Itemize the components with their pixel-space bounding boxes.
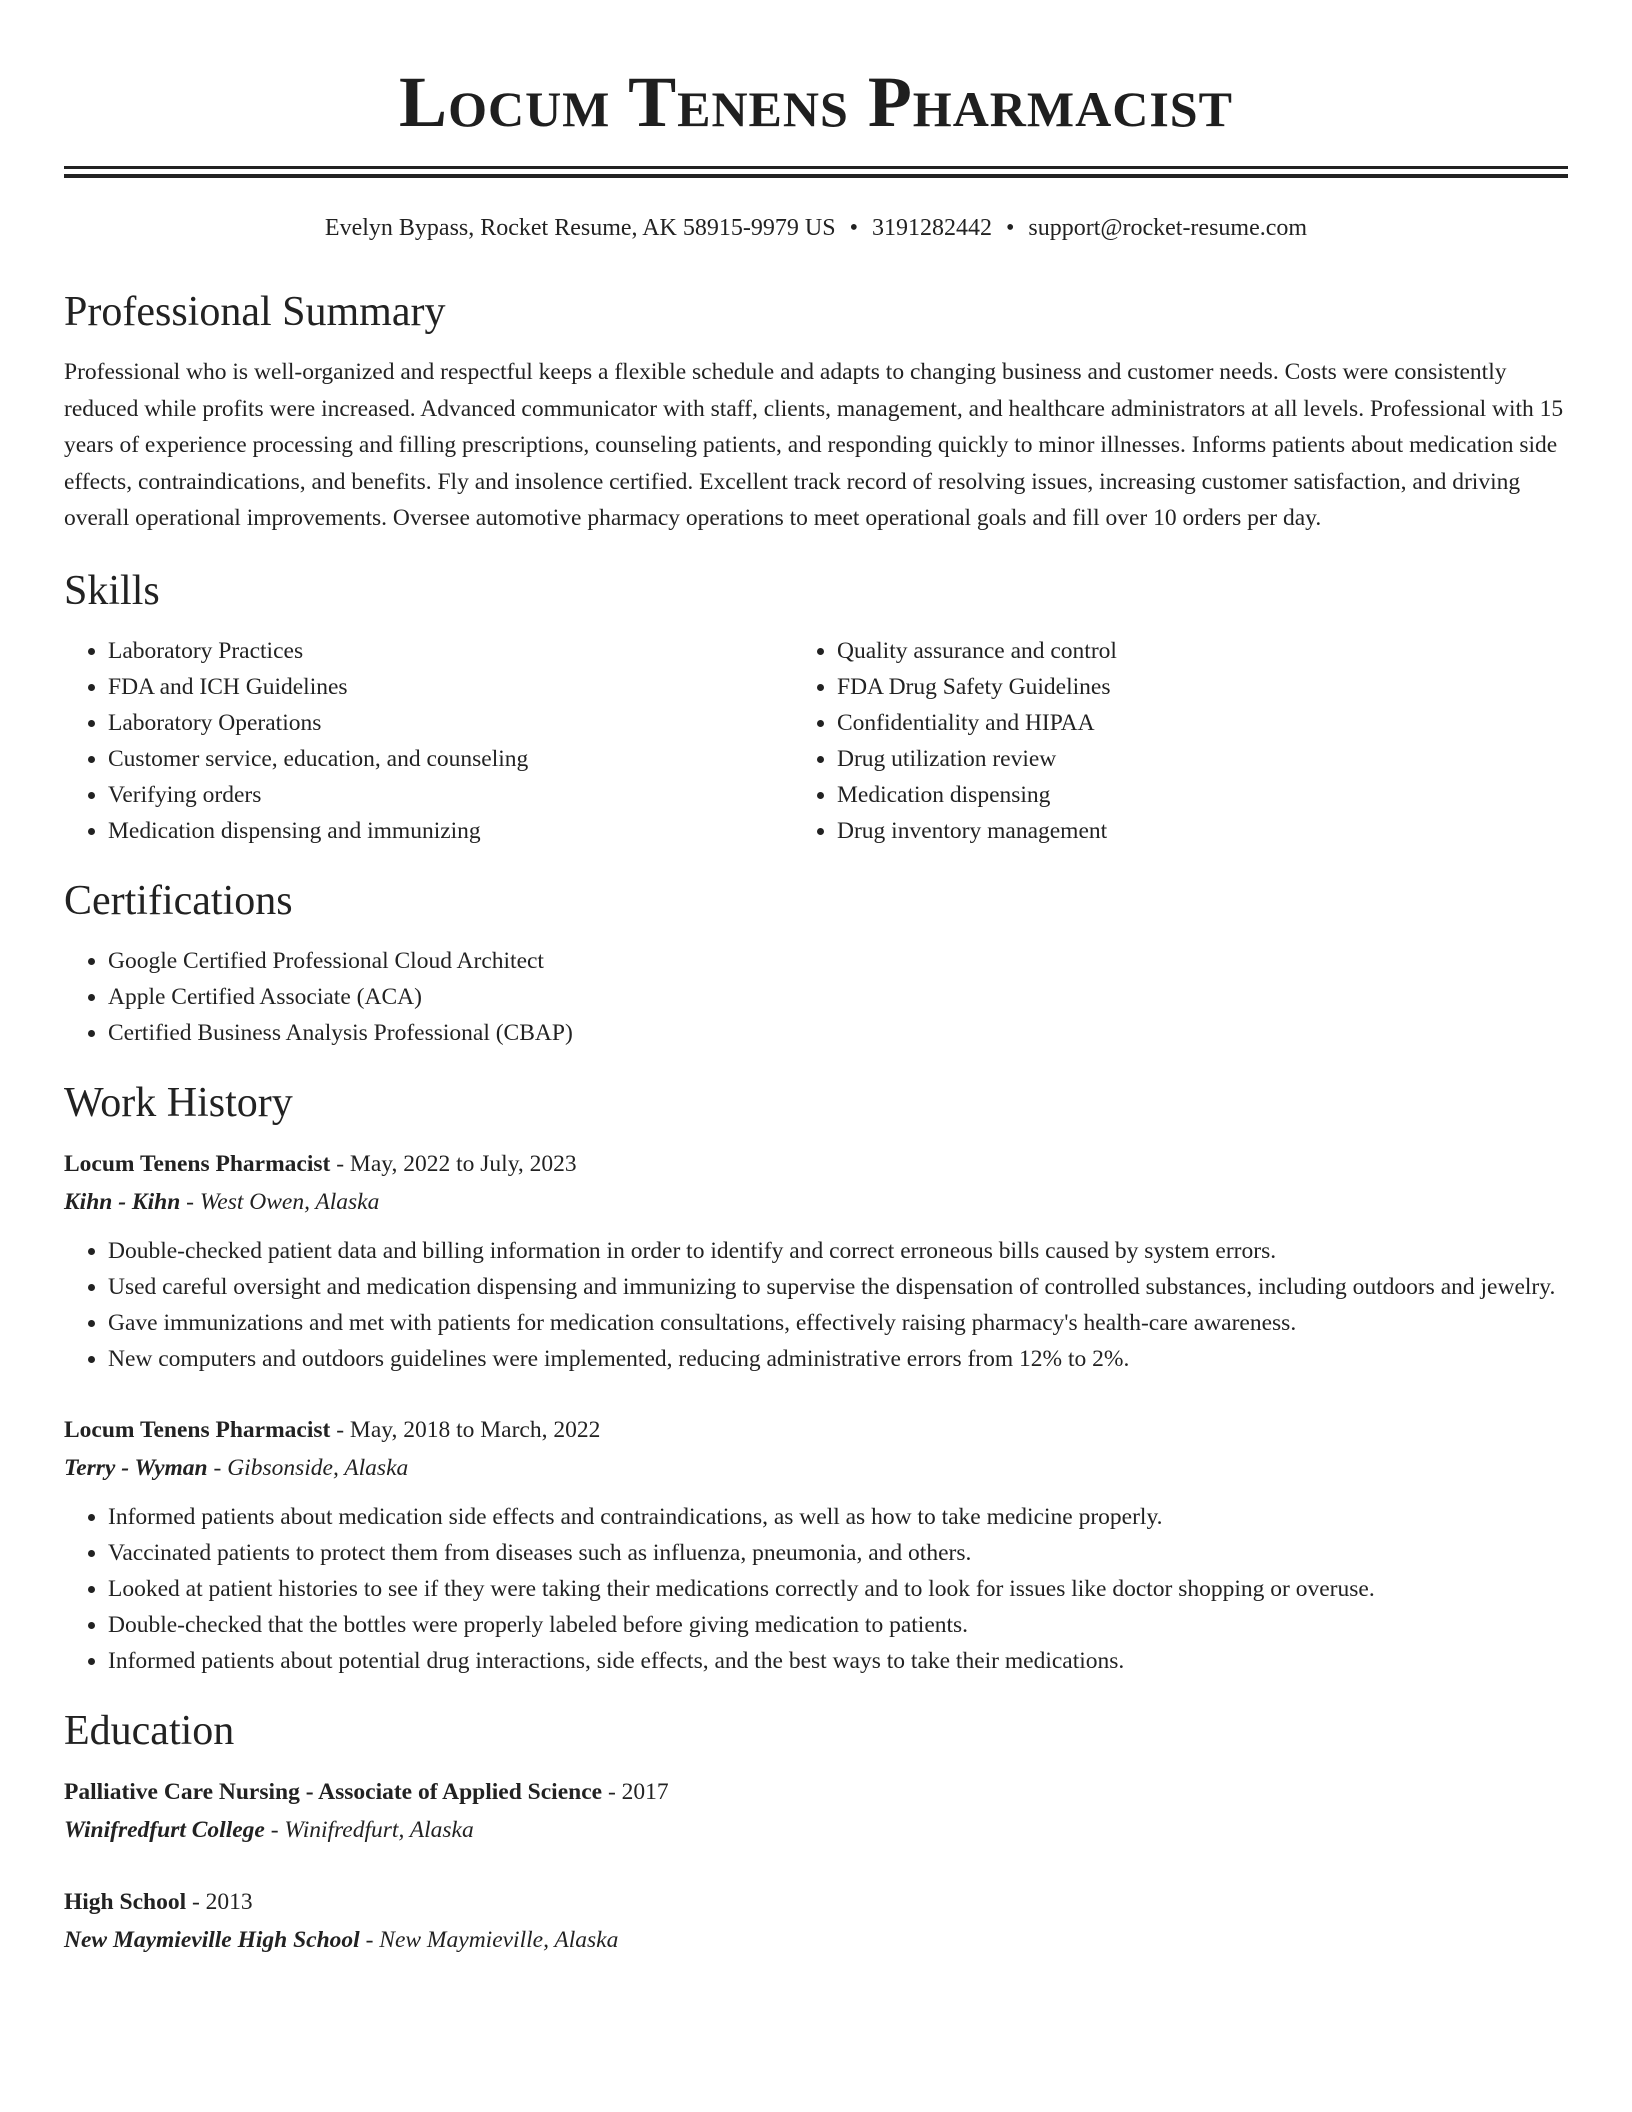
education-year: - 2017: [602, 1778, 669, 1805]
job-bullet: • New computers and outdoors guidelines were implemented, reducing administrative errors from 12% to 2%.: [108, 1341, 1568, 1377]
skill-item: • Customer service, education, and counseling: [108, 741, 839, 777]
job-company: Kihn - Kihn: [64, 1188, 181, 1215]
title-divider-thin: [64, 174, 1568, 178]
education-degree-line: [64, 1883, 1568, 1921]
certification-item: • Certified Business Analysis Professional (CBAP): [108, 1015, 1568, 1051]
skill-item: • Verifying orders: [108, 777, 839, 813]
education-school-line: [64, 1811, 1568, 1849]
education-degree: Palliative Care Nursing - Associate of Applied Science: [64, 1778, 603, 1805]
contact-separator: •: [849, 215, 858, 241]
skill-item: • Drug utilization review: [837, 741, 1568, 777]
skills-right-list: [837, 633, 1568, 849]
certification-item: • Apple Certified Associate (ACA): [108, 979, 1568, 1015]
summary-heading: Professional Summary: [64, 289, 446, 335]
skills-heading: Skills: [64, 567, 160, 614]
education-degree: High School: [64, 1888, 187, 1915]
contact-address: Evelyn Bypass, Rocket Resume, AK 58915-9979 US: [324, 215, 836, 241]
education-location: - New Maymieville, Alaska: [359, 1926, 619, 1953]
certifications-heading: Certifications: [64, 877, 293, 924]
contact-email: support@rocket-resume.com: [1028, 215, 1308, 241]
job-company: Terry - Wyman: [64, 1454, 208, 1481]
education-location: - Winifredfurt, Alaska: [264, 1816, 474, 1843]
education-degree-line: [64, 1773, 1568, 1811]
job-bullet: • Double-checked that the bottles were properly labeled before giving medication to patients.: [108, 1607, 1568, 1643]
job-company-line: [64, 1449, 1568, 1487]
job-title-line: [64, 1411, 1568, 1449]
skill-item: • Drug inventory management: [837, 813, 1568, 849]
education-entry: [64, 1773, 1568, 1849]
job-bullet: • Used careful oversight and medication dispensing and immunizing to supervise the dispensation of controlled substances, including outdoors and jewelry.: [108, 1269, 1568, 1305]
education-school-line: [64, 1921, 1568, 1959]
certification-item: • Google Certified Professional Cloud Architect: [108, 943, 1568, 979]
job-title-line: [64, 1145, 1568, 1183]
job-bullet: • Double-checked patient data and billing information in order to identify and correct erroneous bills caused by system errors.: [108, 1233, 1568, 1269]
skills-left-list: [64, 633, 839, 849]
skill-item: • Quality assurance and control: [837, 633, 1568, 669]
job-company-line: [64, 1183, 1568, 1221]
job-dates: - May, 2022 to July, 2023: [330, 1150, 577, 1177]
job-bullet-list: [64, 1499, 1568, 1679]
job-entry: [64, 1145, 1568, 1377]
job-entry: [64, 1411, 1568, 1679]
job-location: - Gibsonside, Alaska: [207, 1454, 409, 1481]
skill-item: • Laboratory Operations: [108, 705, 839, 741]
skill-item: • Laboratory Practices: [108, 633, 839, 669]
skill-item: • FDA Drug Safety Guidelines: [837, 669, 1568, 705]
work-history-heading: Work History: [64, 1079, 293, 1126]
education-school: Winifredfurt College: [64, 1816, 265, 1843]
education-heading: Education: [64, 1707, 235, 1754]
contact-line: [64, 212, 1568, 244]
resume-title: Locum Tenens Pharmacist: [399, 62, 1233, 142]
job-title: Locum Tenens Pharmacist: [64, 1150, 331, 1177]
job-bullet: • Informed patients about potential drug interactions, side effects, and the best ways to take their medications.: [108, 1643, 1568, 1679]
job-bullet: • Looked at patient histories to see if they were taking their medications correctly and to look for issues like doctor shopping or overuse.: [108, 1571, 1568, 1607]
resume-page: [64, 0, 1568, 1959]
skill-item: • Confidentiality and HIPAA: [837, 705, 1568, 741]
skill-item: • Medication dispensing and immunizing: [108, 813, 839, 849]
education-school: New Maymieville High School: [64, 1926, 360, 1953]
title-divider-thick: [64, 166, 1568, 169]
skill-item: • Medication dispensing: [837, 777, 1568, 813]
education-entry: [64, 1883, 1568, 1959]
education-year: - 2013: [186, 1888, 253, 1915]
job-bullet-list: [64, 1233, 1568, 1377]
certifications-list: [64, 943, 1568, 1051]
job-bullet: • Vaccinated patients to protect them from diseases such as influenza, pneumonia, and others.: [108, 1535, 1568, 1571]
job-bullet: • Informed patients about medication side effects and contraindications, as well as how to take medicine properly.: [108, 1499, 1568, 1535]
summary-text: Professional who is well-organized and respectful keeps a flexible schedule and adapts to changing business and customer needs. Costs were consistently reduced while profits were increased. Advanced communicator with staff, clients, management, and healthcare administrators at all levels. Professional with 15 years of experience processing and filling prescriptions, counseling patients, and responding quickly to minor illnesses. Informs patients about medication side effects, contraindications, and benefits. Fly and insolence certified. Excellent track record of resolving issues, increasing customer satisfaction, and driving overall operational improvements. Oversee automotive pharmacy operations to meet operational goals and fill over 10 orders per day.: [64, 359, 1564, 531]
contact-separator: •: [1005, 215, 1015, 241]
job-title: Locum Tenens Pharmacist: [64, 1416, 331, 1443]
contact-phone: 3191282442: [871, 215, 992, 241]
skills-columns: [64, 633, 1568, 849]
job-location: - West Owen, Alaska: [180, 1188, 380, 1215]
job-bullet: • Gave immunizations and met with patients for medication consultations, effectively raising pharmacy's health-care awareness.: [108, 1305, 1568, 1341]
skill-item: • FDA and ICH Guidelines: [108, 669, 839, 705]
job-dates: - May, 2018 to March, 2022: [330, 1416, 601, 1443]
